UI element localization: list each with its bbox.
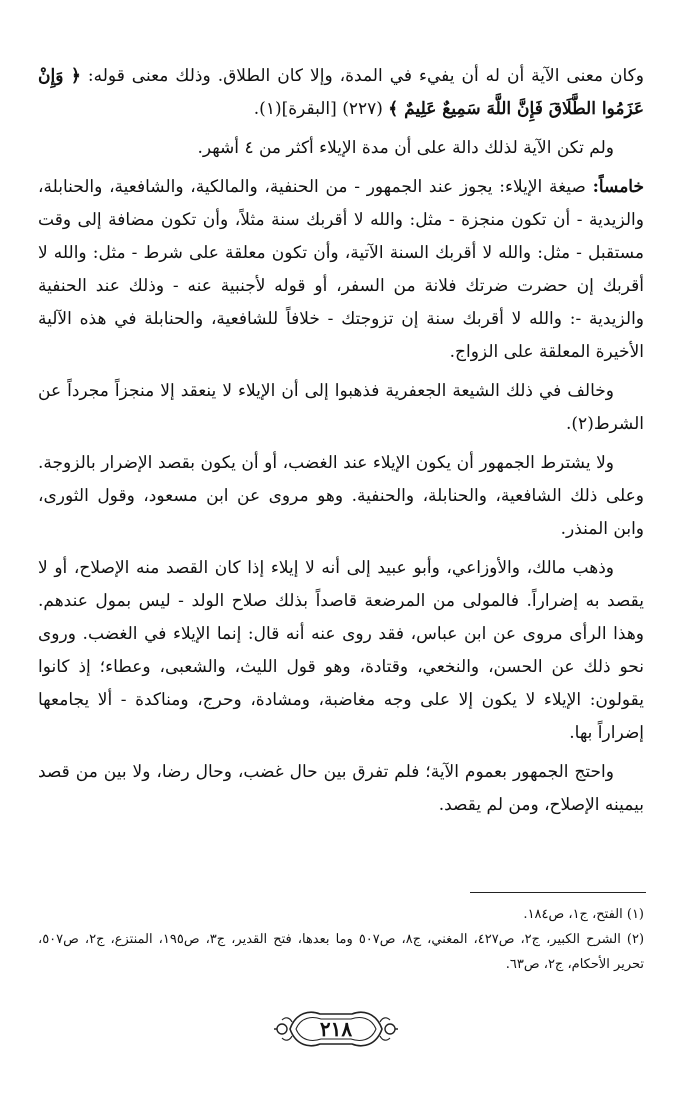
paragraph: واحتج الجمهور بعموم الآية؛ فلم تفرق بين حال غضب، وحال رضا، ولا بين من قصد بيمينه الإصلاح، ومن لم يقصد. xyxy=(38,762,644,815)
paragraph-verse xyxy=(38,60,644,126)
footnotes xyxy=(38,902,644,977)
quran-verse: ﴿ وَإِنْ عَزَمُوا الطَّلَاقَ فَإِنَّ اللَّهَ سَمِيعٌ عَلِيمٌ ﴾ xyxy=(38,66,644,119)
paragraph: وخالف في ذلك الشيعة الجعفرية فذهبوا إلى أن الإيلاء لا ينعقد إلا منجزاً مجرداً عن الشرط(٢). xyxy=(38,381,644,434)
page-number-ornament xyxy=(270,1006,402,1052)
paragraph: وذهب مالك، والأوزاعي، وأبو عبيد إلى أنه لا إيلاء إذا كان القصد منه الإصلاح، أو لا يقصد به إضراراً. فالمولى من المرضعة قاصداً بذلك صلاح الولد - ليس بمول عندهم. وهذا الرأى مروى عن ابن عباس، فقد روى عنه أنه قال: إنما الإيلاء في الغضب. وروى نحو ذلك عن الحسن، والنخعي، وقتادة، وهو قول الليث، والشعبى، وعطاء؛ إذ كانوا يقولون: الإيلاء لا يكون إلا على وجه مغاضبة، ومشادة، وحرج، ومناكدة - ألا يجامعها إضراراً بها. xyxy=(38,558,644,743)
paragraph: ولا يشترط الجمهور أن يكون الإيلاء عند الغضب، أو أن يكون بقصد الإضرار بالزوجة. وعلى ذلك الشافعية، والحنابلة، والحنفية. وهو مروى عن ابن مسعود، وقول الثورى، وابن المنذر. xyxy=(38,453,644,539)
paragraph-fifth xyxy=(38,171,644,369)
verse-number: (٢٢٧) xyxy=(342,99,383,119)
footnote-separator xyxy=(470,892,646,893)
section-heading: خامساً: xyxy=(592,177,644,197)
footnote: (٢) الشرح الكبير، ج٢، ص٤٢٧، المغني، ج٨، ص٥٠٧ وما بعدها، فتح القدير، ج٣، ص١٩٥، المنتزع، ج٢، ص٥٠٧، تحرير الأحكام، ج٢، ص٦٣. xyxy=(38,932,645,972)
surah-reference: [البقرة](١). xyxy=(253,99,343,119)
paragraph-text: وكان معنى الآية أن له أن يفيء في المدة، وإلا كان الطلاق. وذلك معنى قوله: xyxy=(80,66,644,86)
footnote: (١) الفتح، ج١، ص١٨٤. xyxy=(523,907,644,922)
page-number: ٢١٨ xyxy=(319,1017,353,1041)
paragraph-text: صيغة الإيلاء: يجوز عند الجمهور - من الحنفية، والمالكية، والشافعية، والحنابلة، والزيدية - أن تكون منجزة - مثل: والله لا أقربك سنة مثلاً، وأن تكون مضافة إلى وقت مستقبل - مثل: والله لا أقربك السنة الآتية، وأن تكون معلقة على شرط - مثل: والله لا أقربك إن حضرت ضرتك فلانة من السفر، أو قوله لأجنبية عنه - وذلك عند الحنفية والزيدية -: والله لا أقربك سنة إن تزوجتك - خلافاً للشافعية، والحنابلة في هذه الآلية الأخيرة المعلقة على الزواج. xyxy=(38,177,644,362)
page-body xyxy=(38,60,644,828)
paragraph: ولم تكن الآية لذلك دالة على أن مدة الإيلاء أكثر من ٤ أشهر. xyxy=(197,138,614,158)
